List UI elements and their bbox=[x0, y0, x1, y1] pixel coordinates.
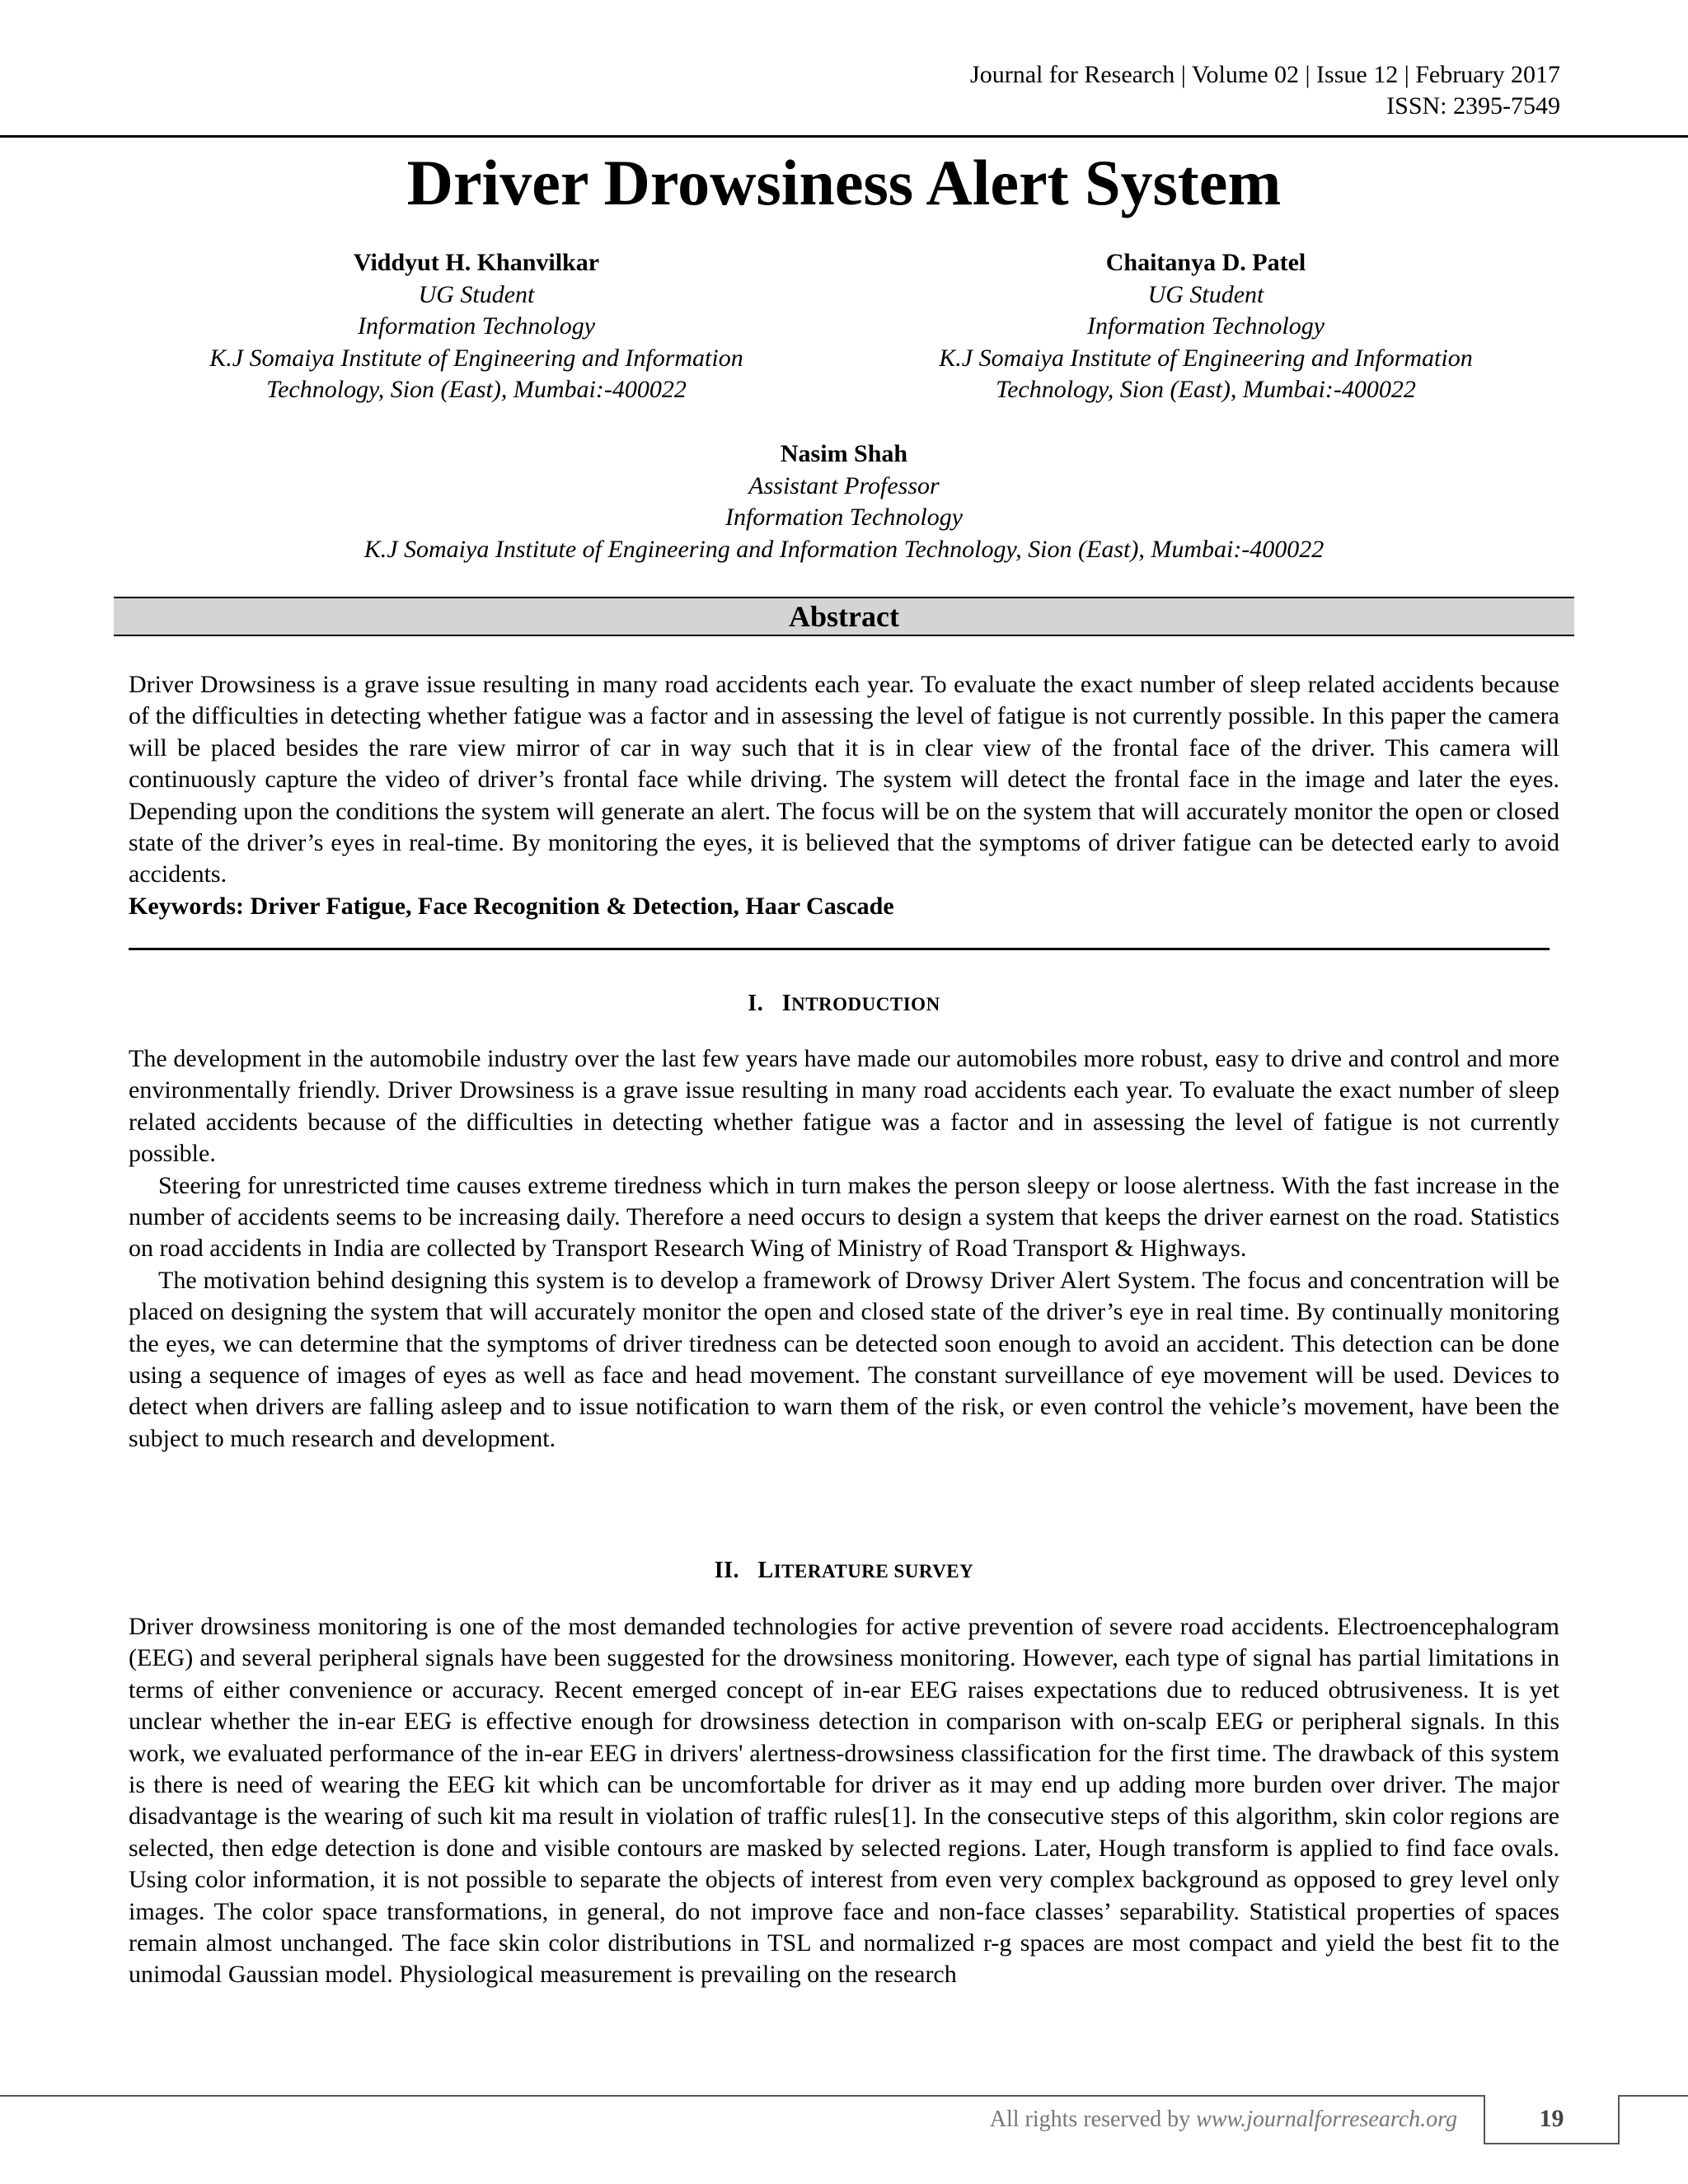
author-name: Chaitanya D. Patel bbox=[1105, 249, 1306, 276]
paragraph: The motivation behind designing this system is to develop a framework of Drowsy Driver Alert System. The focus and concentration will be placed on designing the system that will accurately monitor the open and closed state of the driver’s eye in real time. By continually monitoring the eyes, we can determine that the symptoms of driver tiredness can be detected soon enough to avoid an accident. This detection can be done using a sequence of images of eyes as well as face and head movement. The constant surveillance of eye movement will be used. Devices to detect when drivers are falling asleep and to issue notification to warn them of the risk, or even control the vehicle’s movement, have been the subject to much research and development. bbox=[129, 1266, 1559, 1452]
author-role: UG Student bbox=[418, 280, 535, 308]
issn: ISSN: 2395-7549 bbox=[1386, 92, 1560, 120]
footer-divider-tail bbox=[1620, 2095, 1688, 2097]
paragraph: The development in the automobile industry over the last few years have made our automobiles more robust, easy to drive and control and more environmentally friendly. Driver Drowsiness is a grave issue resulting in many road accidents each year. To evaluate the exact number of sleep related accidents because of the difficulties in detecting whether fatigue was a factor and in assessing the level of fatigue is not currently possible. bbox=[129, 1045, 1559, 1168]
author-block-2 bbox=[835, 247, 1577, 406]
section-title-rest: ITERATURE SURVEY bbox=[773, 1561, 974, 1582]
section-title-initial: L bbox=[757, 1558, 774, 1583]
author-dept: Information Technology bbox=[724, 504, 964, 531]
section-body-introduction bbox=[129, 1043, 1559, 1455]
author-dept: Information Technology bbox=[1086, 312, 1325, 340]
author-institution: K.J Somaiya Institute of Engineering and Information Technology, Sion (East), Mumbai:-400022 bbox=[363, 535, 1325, 563]
footer-divider bbox=[0, 2095, 1484, 2097]
journal-info: Journal for Research | Volume 02 | Issue 12 | February 2017 bbox=[970, 61, 1560, 88]
paragraph: Steering for unrestricted time causes extreme tiredness which in turn makes the person sleepy or loose alertness. With the fast increase in the number of accidents seems to be increasing daily. Therefore a need occurs to design a system that keeps the driver earnest on the road. Statistics on road accidents in India are collected by Transport Research Wing of Ministry of Road Transport & Highways. bbox=[129, 1171, 1559, 1263]
page-number: 19 bbox=[1484, 2095, 1620, 2144]
section-heading-literature-survey bbox=[0, 1558, 1688, 1584]
author-role: Assistant Professor bbox=[748, 471, 940, 499]
section-body-literature-survey bbox=[129, 1611, 1559, 1991]
author-address: Technology, Sion (East), Mumbai:-400022 bbox=[266, 376, 687, 403]
author-institution: K.J Somaiya Institute of Engineering and Information bbox=[939, 344, 1473, 372]
rights-text: All rights reserved by bbox=[989, 2107, 1197, 2132]
author-block-1 bbox=[106, 247, 847, 406]
section-title-initial: I bbox=[781, 991, 792, 1016]
author-name: Viddyut H. Khanvilkar bbox=[353, 249, 600, 276]
author-name: Nasim Shah bbox=[780, 440, 908, 467]
website-link[interactable]: www.journalforresearch.org bbox=[1196, 2107, 1457, 2132]
author-institution: K.J Somaiya Institute of Engineering and Information bbox=[209, 344, 743, 372]
section-title-rest: NTRODUCTION bbox=[791, 994, 940, 1015]
paper-title: Driver Drowsiness Alert System bbox=[406, 147, 1282, 218]
section-numeral: II. bbox=[714, 1558, 740, 1583]
author-role: UG Student bbox=[1147, 280, 1264, 308]
abstract-text: Driver Drowsiness is a grave issue resulting in many road accidents each year. To evaluate the exact number of sleep related accidents because of the difficulties in detecting whether fatigue was a factor and in assessing the level of fatigue is not currently possible. In this paper the camera will be placed besides the rare view mirror of car in way such that it is in clear view of the frontal face of the driver. This camera will continuously capture the video of driver’s frontal face while driving. The system will detect the frontal face in the image and later the eyes. Depending upon the conditions the system will generate an alert. The focus will be on the system that will accurately monitor the open or closed state of the driver’s eyes in real-time. By monitoring the eyes, it is believed that the symptoms of driver fatigue can be detected early to avoid accidents. bbox=[129, 671, 1559, 888]
abstract-heading: Abstract bbox=[114, 597, 1574, 636]
footer-rights bbox=[990, 2107, 1457, 2133]
paragraph: Driver drowsiness monitoring is one of the most demanded technologies for active prevention of severe road accidents. Electroencephalogram (EEG) and several peripheral signals have been suggested for the drowsiness monitoring. However, each type of signal has partial limitations in terms of either convenience or accuracy. Recent emerged concept of in-ear EEG raises expectations due to reduced obtrusiveness. It is yet unclear whether the in-ear EEG is effective enough for drowsiness detection in comparison with on-scalp EEG or peripheral signals. In this work, we evaluated performance of the in-ear EEG in drivers' alertness-drowsiness classification for the first time. The drawback of this system is there is need of wearing the EEG kit which can be uncomfortable for driver as it may end up adding more burden over driver. The major disadvantage is the wearing of such kit ma result in violation of traffic rules[1]. In the consecutive steps of this algorithm, skin color regions are selected, then edge detection is done and visible contours are masked by selected regions. Later, Hough transform is applied to find face ovals. Using color information, it is not possible to separate the objects of interest from even very complex background as opposed to grey level only images. The color space transformations, in general, do not improve face and non-face classes’ separability. Statistical properties of spaces remain almost unchanged. The face skin color distributions in TSL and normalized r-g spaces are most compact and yield the best fit to the unimodal Gaussian model. Physiological measurement is prevailing on the research bbox=[129, 1613, 1559, 1989]
author-address: Technology, Sion (East), Mumbai:-400022 bbox=[996, 376, 1416, 403]
section-numeral: I. bbox=[748, 991, 764, 1016]
keywords: Keywords: Driver Fatigue, Face Recognition & Detection, Haar Cascade bbox=[129, 892, 894, 920]
journal-header bbox=[970, 59, 1560, 122]
header-divider bbox=[0, 135, 1688, 138]
section-heading-introduction bbox=[0, 991, 1688, 1017]
abstract-divider bbox=[129, 948, 1550, 950]
abstract-body bbox=[129, 669, 1559, 922]
author-dept: Information Technology bbox=[357, 312, 596, 340]
author-block-3 bbox=[0, 438, 1688, 565]
